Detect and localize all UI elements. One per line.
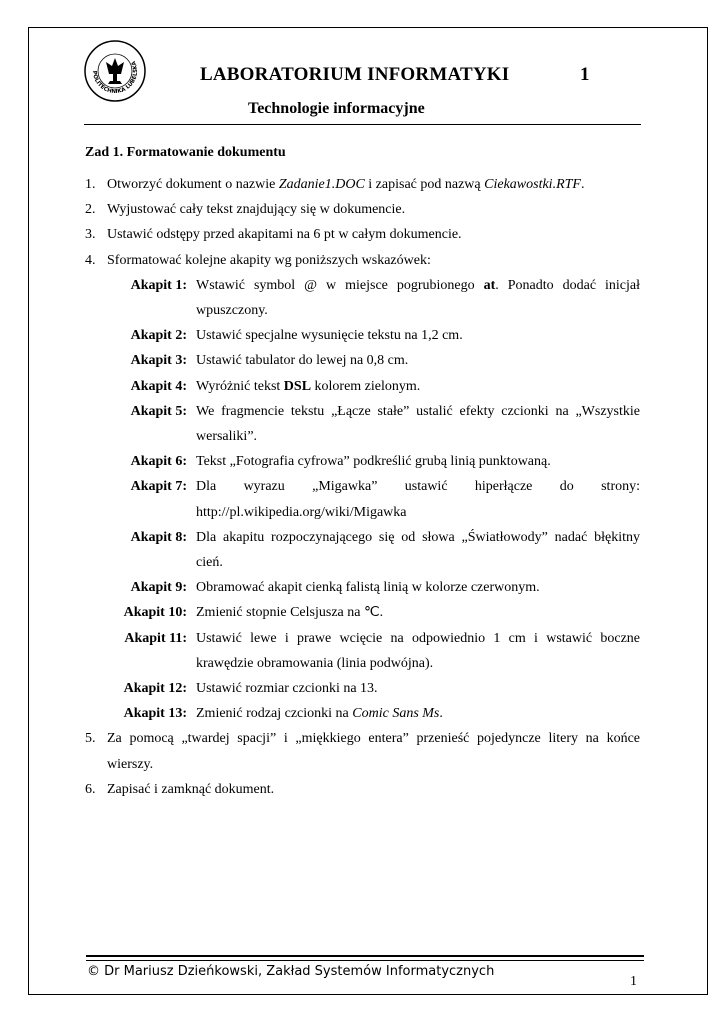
subitem	[85, 676, 640, 701]
subitem-label: Akapit 2:	[130, 328, 187, 344]
subitem	[85, 348, 640, 373]
subitem	[85, 323, 640, 348]
subitem	[85, 626, 640, 676]
subitem-text: Zmienić stopnie Celsjusza na ℃.	[196, 605, 384, 621]
subitem-label: Akapit 6:	[130, 454, 187, 470]
item-number: 5.	[85, 731, 96, 747]
subitem-label: Akapit 11:	[124, 630, 187, 646]
subitem-label: Akapit 4:	[130, 378, 187, 394]
logo-text: POLITECHNIKA LUBELSKA	[90, 59, 140, 96]
subitem-label: Akapit 1:	[130, 277, 187, 293]
subitem-text: Ustawić rozmiar czcionki na 13.	[196, 681, 378, 697]
item-number: 2.	[85, 202, 96, 218]
item-text: Wyjustować cały tekst znajdujący się w dokumencie.	[107, 202, 406, 218]
subitem-label: Akapit 5:	[130, 403, 187, 419]
item-number: 4.	[85, 252, 96, 268]
list-item	[85, 197, 640, 222]
subitem	[85, 575, 640, 600]
subitem	[85, 374, 640, 399]
filename-source: Zadanie1.DOC	[278, 177, 365, 192]
university-logo	[84, 40, 146, 102]
footer-divider	[86, 955, 644, 957]
footer-copyright: © Dr Mariusz Dzieńkowski, Zakład Systemów Informatycznych	[87, 964, 495, 979]
section-title: Zad 1. Formatowanie dokumentu	[85, 145, 286, 160]
task-content	[85, 172, 640, 802]
page-title: LABORATORIUM INFORMATYKI	[200, 64, 510, 85]
list-item	[85, 726, 640, 776]
subitem-text: Ustawić specjalne wysunięcie tekstu na 1,2 cm.	[196, 328, 463, 344]
list-item	[85, 172, 640, 197]
footer-divider-thin	[86, 960, 644, 961]
subitem-label: Akapit 10:	[123, 605, 187, 621]
subitem-label: Akapit 12:	[123, 681, 187, 697]
subitem	[85, 399, 640, 449]
filename-target: Ciekawostki.RTF	[484, 177, 581, 192]
subitem-label: Akapit 9:	[130, 580, 187, 596]
list-item	[85, 248, 640, 273]
subitem-label: Akapit 7:	[130, 479, 187, 495]
subitem-text: Wstawić symbol @ w miejsce pogrubionego at. Ponadto dodać inicjał wpuszczony.	[196, 277, 640, 319]
subitem-text: Zmienić rodzaj czcionki na Comic Sans Ms.	[196, 706, 443, 722]
item-text: Zapisać i zamknąć dokument.	[107, 781, 275, 797]
subitem	[85, 701, 640, 726]
subitem	[85, 600, 640, 625]
subitem-text: We fragmencie tekstu „Łącze stałe” ustalić efekty czcionki na „Wszystkie wersaliki”.	[196, 403, 640, 445]
list-item	[85, 222, 640, 247]
subitem	[85, 525, 640, 575]
subitem-text: Dla akapitu rozpoczynającego się od słowa „Światłowody” nadać błękitny cień.	[196, 529, 640, 571]
item-text: Ustawić odstępy przed akapitami na 6 pt w całym dokumencie.	[107, 227, 462, 243]
subitem-text: Ustawić lewe i prawe wcięcie na odpowiednio 1 cm i wstawić boczne krawędzie obramowania (linia podwójna).	[196, 630, 640, 671]
header-divider	[84, 124, 641, 125]
subitem	[85, 474, 640, 524]
item-number: 3.	[85, 227, 96, 243]
page-number: 1	[630, 974, 637, 989]
subitem-text: Wyróżnić tekst DSL kolorem zielonym.	[196, 378, 421, 394]
list-item	[85, 777, 640, 802]
subitem	[85, 273, 640, 323]
subitem-text: Dla wyrazu „Migawka” ustawić hiperłącze do strony: http://pl.wikipedia.org/wiki/Migawka	[196, 479, 640, 520]
item-number: 1.	[85, 177, 96, 192]
subitem-text: Tekst „Fotografia cyfrowa” podkreślić grubą linią punktowaną.	[196, 454, 551, 470]
lab-number: 1	[580, 64, 590, 85]
item-text: Sformatować kolejne akapity wg poniższych wskazówek:	[107, 252, 431, 268]
item-number: 6.	[85, 781, 96, 797]
subitem-label: Akapit 8:	[130, 529, 187, 545]
page-subtitle: Technologie informacyjne	[248, 100, 425, 117]
subitem	[85, 449, 640, 474]
item-text: Otworzyć dokument o nazwie Zadanie1.DOC i zapisać pod nazwą Ciekawostki.RTF.	[107, 177, 585, 192]
subitem-label: Akapit 13:	[123, 706, 187, 722]
subitem-text: Ustawić tabulator do lewej na 0,8 cm.	[196, 353, 409, 369]
item-text: Za pomocą „twardej spacji” i „miękkiego entera” przenieść pojedyncze litery na końce wierszy.	[107, 731, 640, 772]
subitem-text: Obramować akapit cienką falistą linią w kolorze czerwonym.	[196, 580, 540, 596]
subitem-label: Akapit 3:	[130, 353, 187, 369]
